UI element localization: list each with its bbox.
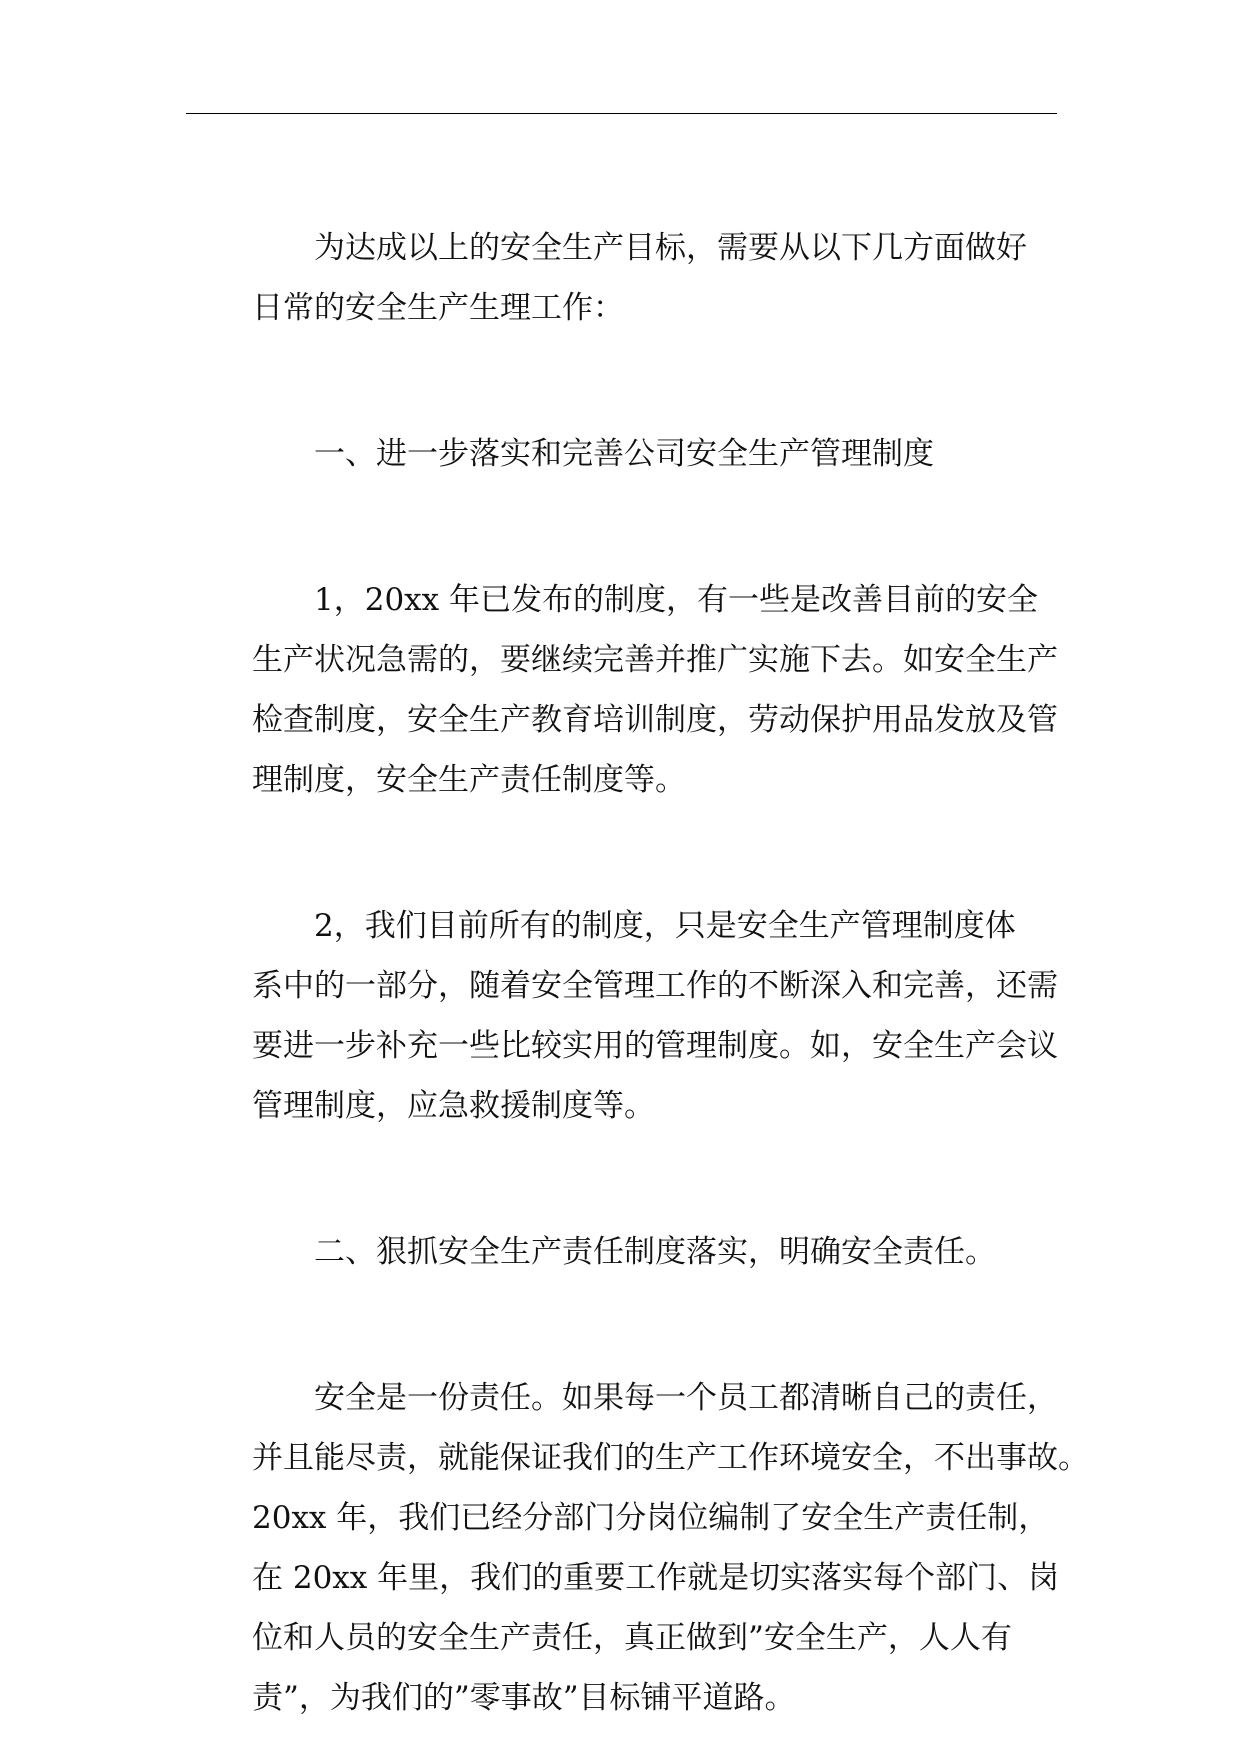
text-line: 一、进一步落实和完善公司安全生产管理制度 (314, 436, 934, 472)
text-line: 2，我们目前所有的制度，只是安全生产管理制度体 (314, 908, 1016, 944)
text-line: 为达成以上的安全生产目标，需要从以下几方面做好 (314, 230, 1027, 266)
document-body (190, 218, 1089, 1728)
text-line: 安全是一份责任。如果每一个员工都清晰自己的责任， (314, 1380, 1058, 1416)
header-rule (186, 113, 1057, 114)
text-line: 理制度，安全生产责任制度等。 (252, 762, 686, 798)
text-line: 要进一步补充一些比较实用的管理制度。如，安全生产会议 (252, 1028, 1058, 1064)
text-line: 责”，为我们的”零事故”目标铺平道路。 (252, 1680, 796, 1716)
paragraph-responsibility (190, 1368, 1089, 1728)
text-line: 20xx 年，我们已经分部门分岗位编制了安全生产责任制， (252, 1500, 1050, 1536)
text-line: 生产状况急需的，要继续完善并推广实施下去。如安全生产 (252, 642, 1058, 678)
text-line: 并且能尽责，就能保证我们的生产工作环境安全，不出事故。 (252, 1440, 1089, 1476)
text-line: 位和人员的安全生产责任，真正做到”安全生产，人人有 (252, 1620, 1012, 1656)
paragraph-intro (190, 218, 1055, 338)
text-line: 检查制度，安全生产教育培训制度，劳动保护用品发放及管 (252, 702, 1058, 738)
paragraph-item-2 (190, 896, 1058, 1136)
section-heading-1 (190, 424, 1055, 484)
section-heading-2 (190, 1222, 1055, 1282)
paragraph-item-1 (190, 570, 1058, 810)
text-line: 日常的安全生产生理工作： (252, 290, 624, 326)
text-line: 在 20xx 年里，我们的重要工作就是切实落实每个部门、岗 (252, 1560, 1060, 1596)
text-line: 系中的一部分，随着安全管理工作的不断深入和完善，还需 (252, 968, 1058, 1004)
text-line: 管理制度，应急救援制度等。 (252, 1088, 655, 1124)
text-line: 1，20xx 年已发布的制度，有一些是改善目前的安全 (314, 582, 1038, 618)
text-line: 二、狠抓安全生产责任制度落实，明确安全责任。 (314, 1234, 996, 1270)
